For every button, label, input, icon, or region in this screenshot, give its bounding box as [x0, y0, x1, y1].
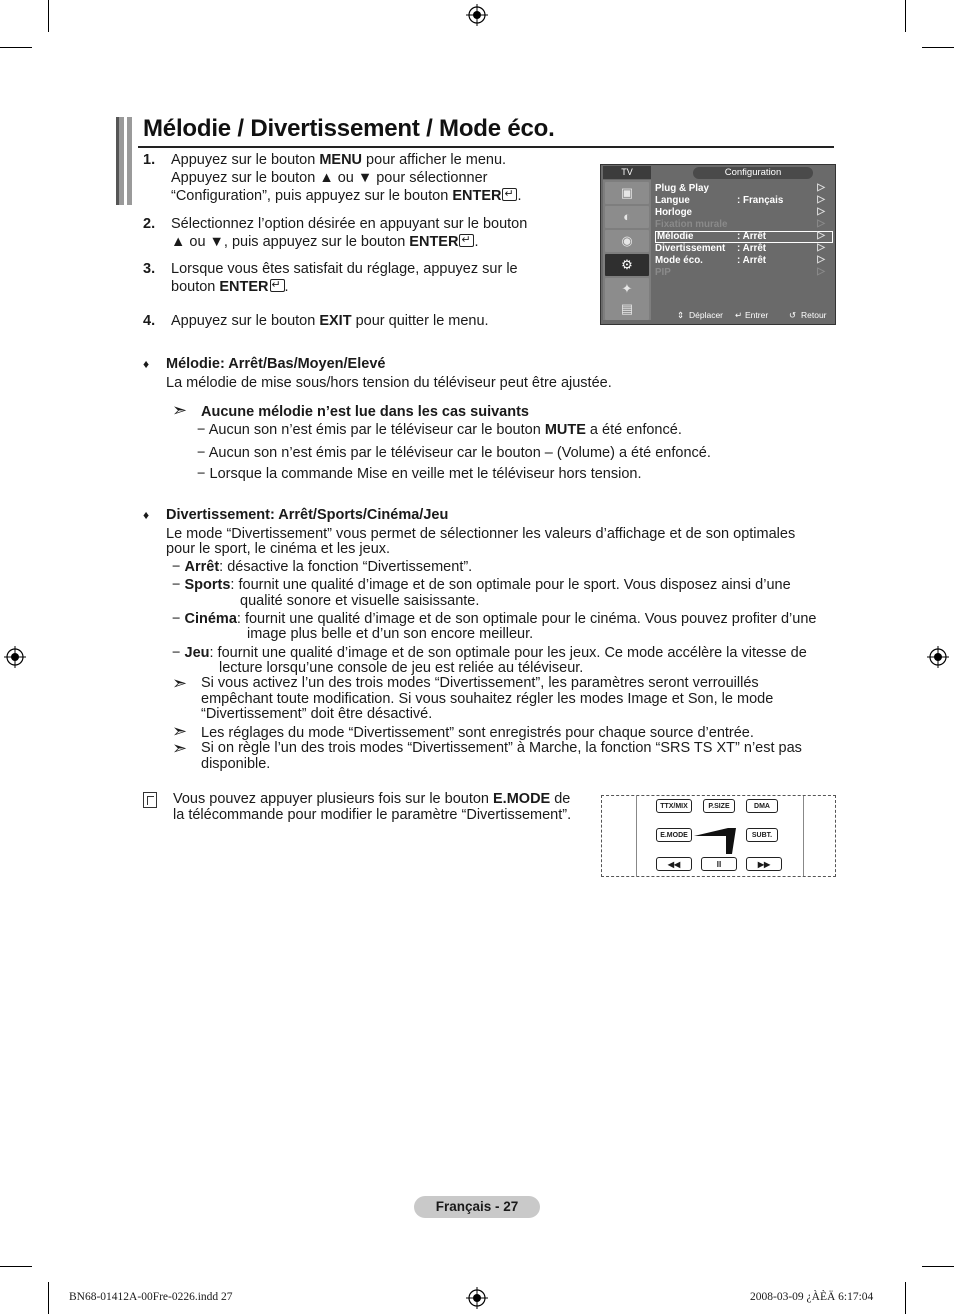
step-text: Appuyez sur le bouton ▲ ou ▼ pour sélectionner — [171, 170, 488, 186]
melodie-case-2: − Aucun son n’est émis par le téléviseur car le bouton – (Volume) a été enfoncé. — [197, 445, 711, 461]
divert-jeu: − Jeu: fournit une qualité d’image et de son optimale pour les jeux. Ce mode accélère la vitesse de — [172, 645, 807, 661]
step-number: 4. — [143, 313, 156, 329]
divert-cinema-cont: image plus belle et d’un son encore meilleur. — [247, 626, 534, 642]
note-arrow-icon: ➣ — [172, 721, 182, 741]
crop-mark — [905, 0, 906, 32]
enter-icon: ↵ — [735, 310, 743, 320]
sound-icon: ◐ — [605, 206, 649, 228]
menu-row: Langue : Français ▷ — [655, 194, 825, 206]
menu-row: PIP ▷ — [655, 266, 825, 278]
step-text: ▲ ou ▼, puis appuyez sur le bouton — [171, 234, 410, 250]
remote-button-pause: II — [701, 857, 737, 871]
registration-mark-icon — [466, 4, 488, 26]
enter-icon — [459, 234, 474, 247]
divert-sports: − Sports: fournit une qualité d’image et de son optimale pour le sport. Vous disposez ainsi d’une — [172, 577, 791, 593]
step-number: 2. — [143, 216, 156, 232]
step-text: pour quitter le menu. — [351, 313, 489, 329]
step-3 — [143, 260, 563, 296]
step-number: 3. — [143, 261, 156, 277]
note-arrow-icon: ➣ — [172, 738, 182, 758]
crop-mark — [48, 0, 49, 32]
updown-icon: ⇕ — [677, 310, 685, 320]
arrow-right-icon: ▷ — [817, 266, 825, 277]
crop-mark — [0, 1266, 32, 1267]
step-text: Appuyez sur le bouton — [171, 313, 320, 329]
step-text: bouton — [171, 279, 220, 295]
crop-mark — [48, 1282, 49, 1314]
crop-mark — [922, 1266, 954, 1267]
footer-back-label: Retour — [801, 310, 827, 320]
menu-tv-label: TV — [603, 166, 651, 179]
divert-cinema: − Cinéma: fournit une qualité d’image et de son optimale pour le cinéma. Vous pouvez profiter d’une — [172, 611, 817, 627]
menu-header: Configuration — [693, 167, 813, 179]
registration-mark-icon — [466, 1287, 488, 1309]
step-text: . — [517, 188, 522, 204]
divert-arret: − Arrêt: désactive la fonction “Divertissement”. — [172, 559, 473, 575]
bullet-diamond-icon: ♦ — [143, 357, 150, 371]
button-name: EXIT — [319, 313, 352, 329]
date-slug: 2008-03-09 ¿ÀÈÄ 6:17:04 — [750, 1291, 874, 1303]
remote-button-emode: E.MODE — [656, 828, 692, 842]
menu-footer — [655, 309, 833, 321]
remote-illustration — [601, 795, 836, 877]
step-number: 1. — [143, 152, 156, 168]
button-name: ENTER — [452, 188, 502, 204]
melodie-note-title: Aucune mélodie n’est lue dans les cas suivants — [201, 404, 529, 420]
menu-row: Fixation murale ▷ — [655, 218, 825, 230]
tip-text: Vous pouvez appuyer plusieurs fois sur le bouton E.MODE de la télécommande pour modifier le paramètre “Divertissement”. — [173, 791, 572, 823]
melodie-heading: Mélodie: Arrêt/Bas/Moyen/Elevé — [166, 356, 386, 372]
note-arrow-icon: ➣ — [172, 673, 182, 693]
remote-button-psize: P.SIZE — [703, 799, 735, 813]
application-icon: ▤ — [605, 298, 649, 320]
remote-button-ff: ▶▶ — [746, 857, 782, 871]
title-rule — [138, 146, 834, 148]
crop-mark — [905, 1282, 906, 1314]
arrow-right-icon: ▷ — [817, 182, 825, 193]
page-number-badge: Français - 27 — [414, 1196, 540, 1218]
button-name: MENU — [319, 152, 363, 168]
divert-note-3: Si on règle l’un des trois modes “Divertissement” à Marche, la fonction “SRS TS XT” n’est pas disponible. — [201, 740, 802, 772]
divert-heading: Divertissement: Arrêt/Sports/Cinéma/Jeu — [166, 507, 449, 523]
menu-row-selected: Mélodie : Arrêt ▷ — [655, 231, 833, 243]
page-title: Mélodie / Divertissement / Mode éco. — [143, 115, 555, 142]
divert-desc-1: Le mode “Divertissement” vous permet de sélectionner les valeurs d’affichage et de son optimales — [166, 526, 796, 542]
divert-sports-cont: qualité sonore et visuelle saisissante. — [240, 593, 480, 609]
step-text: . — [284, 279, 289, 295]
setup-gear-icon: ⚙ — [605, 254, 649, 276]
divert-note-2: Les réglages du mode “Divertissement” sont enregistrés pour chaque source d’entrée. — [201, 725, 754, 741]
menu-row: Divertissement : Arrêt ▷ — [655, 242, 825, 254]
step-text: Lorsque vous êtes satisfait du réglage, appuyez sur le — [171, 261, 518, 277]
step-text: pour afficher le menu. — [362, 152, 507, 168]
remote-button-ttx: TTX/MIX — [656, 799, 692, 813]
arrow-right-icon: ▷ — [817, 242, 825, 253]
button-name: ENTER — [409, 234, 459, 250]
input-icon: ✦ — [605, 278, 649, 300]
footer-move-label: Déplacer — [689, 310, 724, 320]
enter-icon — [270, 279, 285, 292]
title-accent-bar — [116, 117, 132, 205]
channel-icon: ◉ — [605, 230, 649, 252]
menu-items — [655, 183, 833, 279]
remote-button-subt: SUBT. — [746, 828, 778, 842]
remote-button-rewind: ◀◀ — [656, 857, 692, 871]
arrow-right-icon: ▷ — [817, 218, 825, 229]
arrow-right-icon: ▷ — [817, 230, 825, 241]
note-icon — [143, 792, 157, 808]
note-arrow-icon: ➣ — [172, 400, 182, 420]
melodie-desc: La mélodie de mise sous/hors tension du téléviseur peut être ajustée. — [166, 375, 612, 391]
melodie-case-1: − Aucun son n’est émis par le téléviseur car le bouton MUTE a été enfoncé. — [197, 422, 682, 438]
arrow-right-icon: ▷ — [817, 206, 825, 217]
remote-button-dma: DMA — [746, 799, 778, 813]
registration-mark-icon — [927, 646, 949, 668]
menu-row: Horloge ▷ — [655, 206, 825, 218]
step-1 — [143, 151, 563, 205]
divert-note-1: Si vous activez l’un des trois modes “Divertissement”, les paramètres seront verrouillés empêchant toute modification. Si vous souhaitez régler les modes Image et Son, le mode “Divertissement” doit être désactivé. — [201, 675, 774, 722]
menu-row: Plug & Play ▷ — [655, 182, 825, 194]
enter-icon — [502, 188, 517, 201]
footer-enter-label: Entrer — [745, 310, 769, 320]
picture-icon: ▣ — [605, 182, 649, 204]
step-text: Sélectionnez l’option désirée en appuyant sur le bouton — [171, 216, 528, 232]
step-text: . — [474, 234, 479, 250]
pointer-arrow-icon — [692, 824, 742, 856]
step-2 — [143, 215, 563, 251]
menu-sidebar — [603, 180, 651, 320]
file-slug: BN68-01412A-00Fre-0226.indd 27 — [69, 1291, 233, 1303]
melodie-case-3: − Lorsque la commande Mise en veille met le téléviseur hors tension. — [197, 466, 642, 482]
arrow-right-icon: ▷ — [817, 194, 825, 205]
registration-mark-icon — [4, 646, 26, 668]
divert-jeu-cont: lecture lorsqu’une console de jeu est reliée au téléviseur. — [219, 660, 584, 676]
step-4 — [143, 312, 563, 330]
crop-mark — [922, 47, 954, 48]
menu-row: Mode éco. : Arrêt ▷ — [655, 254, 825, 266]
button-name: ENTER — [219, 279, 269, 295]
crop-mark — [0, 47, 32, 48]
bullet-diamond-icon: ♦ — [143, 508, 150, 522]
return-icon: ↺ — [789, 310, 797, 320]
divert-desc-2: pour le sport, le cinéma et les jeux. — [166, 541, 391, 557]
step-text: “Configuration”, puis appuyez sur le bouton — [171, 188, 453, 204]
tv-menu-screenshot — [600, 164, 836, 325]
step-text: Appuyez sur le bouton — [171, 152, 320, 168]
arrow-right-icon: ▷ — [817, 254, 825, 265]
